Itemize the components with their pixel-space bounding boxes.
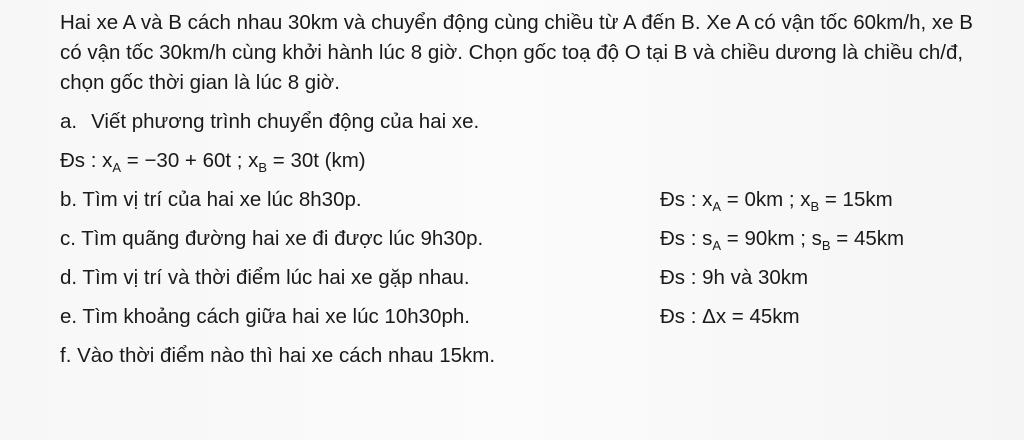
answer-c-sub-b: B xyxy=(821,238,831,253)
question-a-row xyxy=(60,102,1000,141)
answer-a-sub-b: B xyxy=(258,160,268,175)
answer-c-tail: = 45km xyxy=(830,227,905,250)
answer-a-tail: = 30t (km) xyxy=(267,149,366,172)
question-d: d. Tìm vị trí và thời điểm lúc hai xe gặp nhau. xyxy=(60,266,470,289)
answer-a-row xyxy=(60,141,1000,180)
problem-content xyxy=(60,8,1000,375)
question-d-row xyxy=(60,258,1000,297)
answer-c-prefix: Đs : s xyxy=(660,227,713,250)
answer-b-mid: = 0km ; x xyxy=(721,188,811,211)
answer-b-sub-a: A xyxy=(712,199,722,214)
question-b: b. Tìm vị trí của hai xe lúc 8h30p. xyxy=(60,188,362,211)
answer-b-tail: = 15km xyxy=(819,188,893,211)
question-f: f. Vào thời điểm nào thì hai xe cách nhau 15km. xyxy=(60,344,496,367)
answer-b-prefix: Đs : x xyxy=(660,188,713,211)
question-e-row xyxy=(60,297,1000,336)
answer-c-mid: = 90km ; s xyxy=(721,227,822,250)
question-e: e. Tìm khoảng cách giữa hai xe lúc 10h30ph. xyxy=(60,305,470,328)
question-b-row xyxy=(60,180,1000,219)
question-c: c. Tìm quãng đường hai xe đi được lúc 9h30p. xyxy=(60,227,484,250)
question-c-row xyxy=(60,219,1000,258)
answer-e: Đs : Δx = 45km xyxy=(660,305,800,328)
answer-a-prefix: Đs : x xyxy=(60,149,113,172)
answer-b-sub-b: B xyxy=(810,199,820,214)
answer-c-sub-a: A xyxy=(712,238,722,253)
answer-d: Đs : 9h và 30km xyxy=(660,266,809,289)
problem-intro: Hai xe A và B cách nhau 30km và chuyển động cùng chiều từ A đến B. Xe A có vận tốc 60km/h, xe B có vận tốc 30km/h cùng khởi hành lúc 8 giờ. Chọn gốc toạ độ O tại B và chiều dương là chiều ch/đ, chọn gốc thời gian là lúc 8 giờ. xyxy=(60,11,973,94)
question-f-row xyxy=(60,336,1000,375)
question-a-marker: a. xyxy=(60,110,78,133)
question-a xyxy=(60,102,479,141)
question-a-text: Viết phương trình chuyển động của hai xe. xyxy=(91,110,480,133)
answer-a-sub-a: A xyxy=(112,160,122,175)
answer-a-mid: = −30 + 60t ; x xyxy=(121,149,259,172)
